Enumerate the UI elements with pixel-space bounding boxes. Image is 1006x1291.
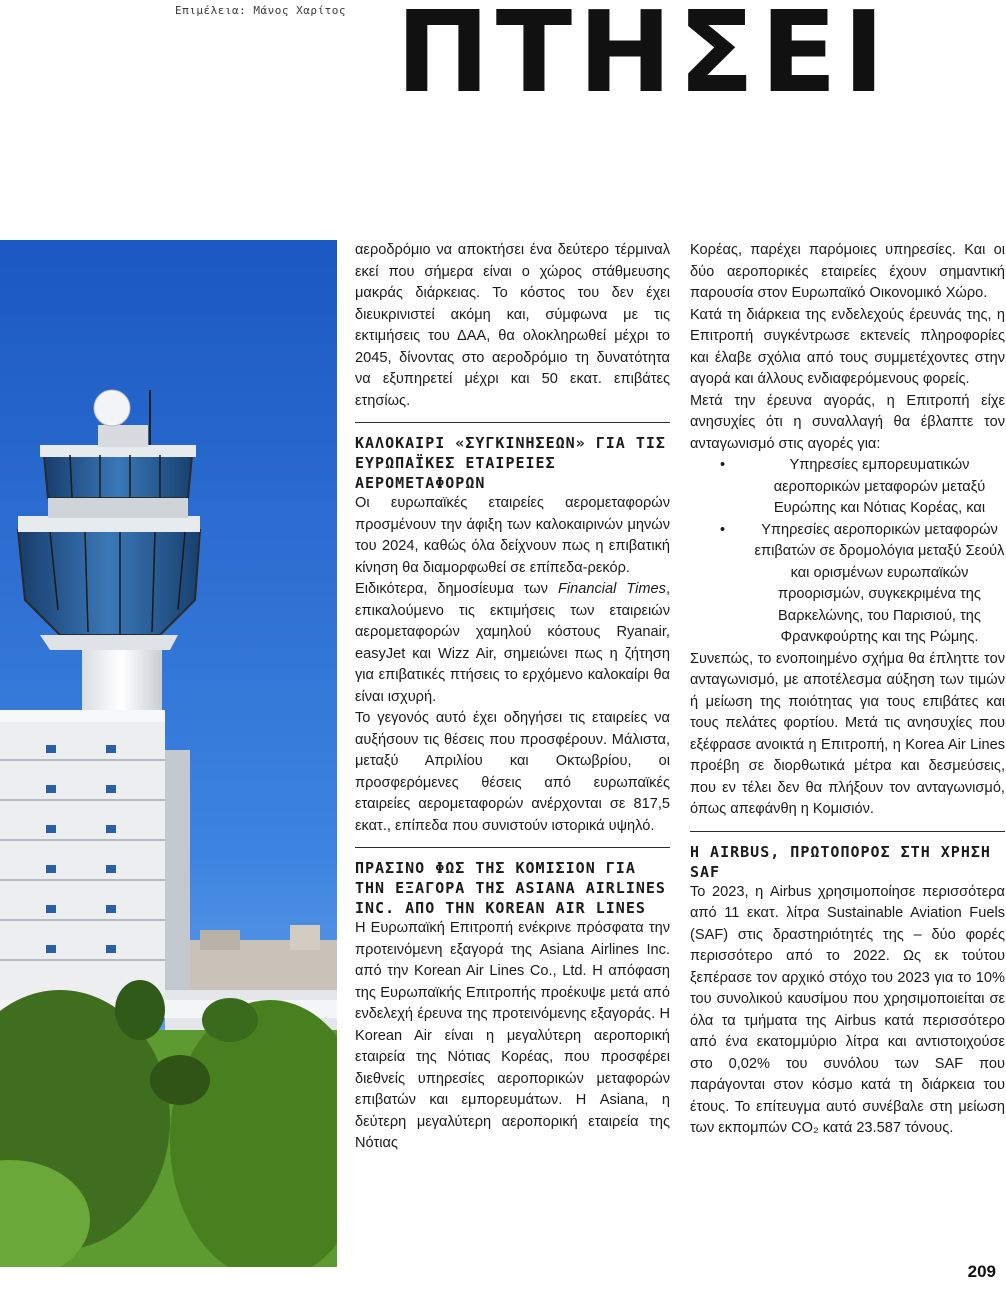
tower-upper-cab: [44, 455, 192, 498]
radar-dome: [94, 390, 130, 426]
list-item: • Υπηρεσίες αεροπορικών μεταφορών επιβατών σε δρομολόγια μεταξύ Σεούλ και ορισμένων ευρωπαϊκών προορισμών, συγκεκριμένα της Βαρκελώνης, του Παρισιού, της Φρανκφούρτης και της Ρώμης.: [720, 521, 1005, 645]
summer-paragraph-1: Οι ευρωπαϊκές εταιρείες αερομεταφορών προσμένουν την άφιξη των καλοκαιρινών μηνών του 2024, καθώς όλα δείχνουν πως η επιβατική κίνηση θα διαμορφωθεί σε επίπεδα-ρεκόρ.: [355, 495, 670, 576]
column-1: [355, 240, 670, 1155]
control-tower-photo: [0, 240, 337, 1267]
airbus-paragraph: Το 2023, η Airbus χρησιμοποίησε περισσότερα από 11 εκατ. λίτρα Sustainable Aviation Fuels (SAF) στις δραστηριότητές της – δύο φορές περισσότερο από το 2022. Ως εκ τούτου ξεπέρασε τον αρχικό στόχο του 2023 για το 10% του συνολικού καυσίμου που χρησιμοποιείται σε όλα τα τμήματα της Airbus κατά περισσότερο από ένα εκατομμύριο λίτρα και αντιστοιχούσε στο 0,02% του συνόλου των SAF που παράγονται στον κόσμο κατά τη διάρκεια του έτους. Το επίτευγμα αυτό συνέβαλε στη μείωση των εκπομπών CO₂ κατά 23.587 τόνους.: [690, 883, 1005, 1136]
column-2: [690, 240, 1005, 1140]
financial-times: Financial Times: [557, 581, 666, 597]
bullet-icon: •: [720, 457, 726, 473]
section-heading-airbus: Η AIRBUS, ΠΡΩΤΟΠΟΡΟΣ ΣΤΗ ΧΡΗΣΗ SAF: [690, 842, 991, 881]
terminal-building: [0, 710, 165, 1010]
editor-credit: Επιμέλεια: Μάνος Χαρίτος: [175, 4, 346, 17]
asiana-paragraph-3: Κατά τη διάρκεια της ενδελεχούς έρευνάς της, η Επιτροπή συγκέντρωσε εκτενείς πληροφορίες και έλαβε σχόλια από τους συμμετέχοντες στην αγορά και άλλους ενδιαφερόμενους φορείς.: [690, 306, 1005, 387]
concerns-list: [690, 455, 1005, 649]
bullet-icon: •: [720, 521, 726, 538]
masthead-title: ΠΤΗΣΕΙ: [396, 0, 891, 118]
list-item: • Υπηρεσίες εμπορευματικών αεροπορικών μεταφορών μεταξύ Ευρώπης και Νότιας Κορέας, και: [720, 457, 986, 516]
intro-paragraph: αεροδρόμιο να αποκτήσει ένα δεύτερο τέρμιναλ εκεί που σήμερα είναι ο χώρος στάθμευσης μακράς διάρκειας. Το κόστος του δεν έχει διευκρινιστεί ακόμη και, σύμφωνα με τις εκτιμήσεις του ΔΑΑ, θα ολοκληρωθεί μέχρι το 2045, δίνοντας στο αεροδρόμιο τη δυνατότητα να εξυπηρετεί μέχρι και 50 εκατ. επιβάτες ετησίως.: [355, 242, 670, 409]
asiana-paragraph-5: Συνεπώς, το ενοποιημένο σχήμα θα έπληττε τον ανταγωνισμό, με αποτέλεσμα αύξηση των τιμών ή μείωση της ποιότητας για τους επιβάτες και τους πελάτες φορτίου. Μετά τις ανησυχίες που εξέφρασε ανοικτά η Επιτροπή, η Korea Air Lines προέβη σε διορθωτικά μέτρα και δεσμεύσεις, που εν τέλει δεν θα πλήξουν τον ανταγωνισμό, όπως απεφάνθη η Κομισιόν.: [690, 650, 1005, 817]
page-number: 209: [967, 1262, 996, 1281]
section-heading-summer: ΚΑΛΟΚΑΙΡΙ «ΣΥΓΚΙΝΗΣΕΩΝ» ΓΙΑ ΤΙΣ ΕΥΡΩΠΑΪΚΕΣ ΕΤΑΙΡΕΙΕΣ ΑΕΡΟΜΕΤΑΦΟΡΩΝ: [355, 434, 666, 492]
summer-paragraph-2: Ειδικότερα, δημοσίευμα των Financial Times, επικαλούμενο τις εκτιμήσεις των εταιρειών αερομεταφορών χαμηλού κόστους Ryanair, easyJet και Wizz Air, σημειώνει πως η ζήτηση για επιβατικές πτήσεις το ερχόμενο καλοκαίρι θα είναι ισχυρή.: [355, 581, 670, 705]
summer-paragraph-3: Το γεγονός αυτό έχει οδηγήσει τις εταιρείες να αυξήσουν τις θέσεις που προσφέρουν. Μάλιστα, μεταξύ Απριλίου και Οκτωβρίου, οι προσφερόμενες θέσεις από ευρωπαϊκές εταιρείες αερομεταφορών ανέρχονται σε 817,5 εκατ., επίπεδα που συνιστούν ιστορικά υψηλό.: [355, 710, 670, 834]
section-heading-asiana: ΠΡΑΣΙΝΟ ΦΩΣ ΤΗΣ ΚΟΜΙΣΙΟΝ ΓΙΑ ΤΗΝ ΕΞΑΓΟΡΑ ΤΗΣ ASIANA AIRLINES INC. ΑΠΟ ΤΗΝ KOREAN AIR LINES: [355, 859, 666, 917]
asiana-paragraph-4: Μετά την έρευνα αγοράς, η Επιτροπή είχε ανησυχίες ότι η συναλλαγή θα έβλαπτε τον ανταγωνισμό στις αγορές για:: [690, 392, 1005, 452]
asiana-paragraph-1: Η Ευρωπαϊκή Επιτροπή ενέκρινε πρόσφατα την προτεινόμενη εξαγορά της Asiana Airlines Inc. από την Korean Air Lines Co., Ltd. Η απόφαση της Ευρωπαϊκής Επιτροπής προέκυψε μετά από ενδελεχή έρευνα της προτεινόμενης εξαγοράς. Η Korean Air είναι η μεγαλύτερη αεροπορική εταιρεία της Νότιας Κορέας, που προσφέρει διεθνείς υπηρεσίες αεροπορικών μεταφορών επιβατών και εμπορευμάτων. Η Asiana, η δεύτερη μεγαλύτερη αεροπορική εταιρεία της Νότιας: [355, 920, 670, 1151]
asiana-paragraph-2: Κορέας, παρέχει παρόμοιες υπηρεσίες. Και οι δύο αεροπορικές εταιρείες έχουν σημαντική παρουσία στον Ευρωπαϊκό Οικονομικό Χώρο.: [690, 242, 1005, 301]
tower-lower-cab: [18, 530, 200, 635]
